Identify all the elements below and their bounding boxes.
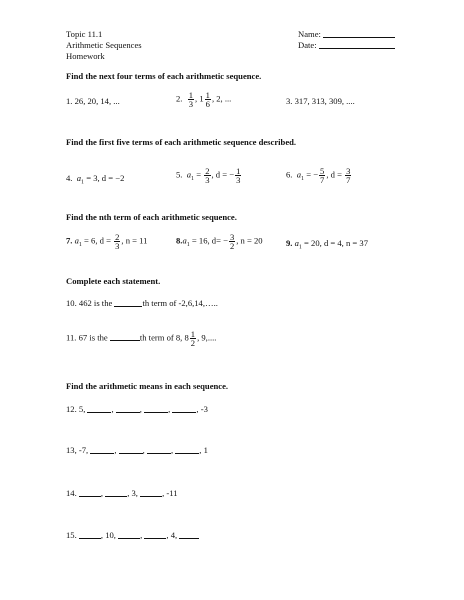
problem-3: 3. 317, 313, 309, ....: [286, 96, 355, 106]
fraction: $\frac{1}{3}$: [188, 90, 194, 109]
answer-blank: [79, 530, 101, 539]
date-field: [298, 40, 395, 50]
answer-blank: [144, 530, 166, 539]
problem-6: 6. $a_1$ = − $\frac{5}{7}$ , d = $\frac{3}{7}$: [286, 166, 351, 185]
name-blank: [323, 29, 395, 38]
date-label: Date:: [298, 40, 317, 50]
problem-2: 2. $\frac{1}{3}$ , 1 $\frac{1}{6}$ , 2, ...: [176, 90, 232, 109]
fraction: $\frac{2}{3}$: [205, 166, 210, 185]
section-heading-arithmetic-means: Find the arithmetic means in each sequence.: [66, 381, 229, 391]
fraction: $\frac{5}{7}$: [320, 166, 325, 185]
fraction: $\frac{3}{7}$: [346, 166, 351, 185]
answer-blank: [110, 332, 140, 341]
fraction: $\frac{1}{2}$: [190, 329, 196, 348]
answer-blank: [114, 298, 142, 307]
answer-blank: [116, 404, 140, 413]
problem-4: 4. $a_1 = 3$, d = −2: [66, 173, 125, 186]
problem-8: $8.a_1 = 16$, d= − $\frac{3}{2}$ , n = 20: [176, 232, 263, 251]
section-heading-next-terms: Find the next four terms of each arithmetic sequence.: [66, 71, 262, 81]
answer-blank: [87, 404, 111, 413]
problem-10: 10. 462 is the th term of -2,6,14,…..: [66, 298, 218, 308]
problem-13: 13, -7, , , , , 1: [66, 445, 208, 455]
fraction: $\frac{2}{3}$: [115, 232, 120, 251]
section-heading-nth-term: Find the nth term of each arithmetic sequence.: [66, 212, 237, 222]
problem-14: 14. , , 3, , -11: [66, 488, 178, 498]
answer-blank: [144, 404, 168, 413]
problem-12: 12. 5, , , , , -3: [66, 404, 208, 414]
answer-blank: [175, 445, 199, 454]
problem-11: 11. 67 is the th term of 8, 8 $\frac{1}{2}$ , 9,....: [66, 329, 217, 348]
answer-blank: [140, 488, 162, 497]
subject-label: Arithmetic Sequences: [66, 40, 142, 50]
fraction: $\frac{1}{3}$: [236, 166, 241, 185]
fraction: $\frac{3}{2}$: [229, 232, 235, 251]
answer-blank: [118, 530, 140, 539]
answer-blank: [147, 445, 171, 454]
homework-label: Homework: [66, 51, 105, 61]
problem-9: 9. $a_1 = 20$, d = 4, n = 37: [286, 238, 369, 251]
fraction: $\frac{1}{6}$: [205, 90, 210, 109]
name-label: Name:: [298, 29, 321, 39]
answer-blank: [179, 530, 199, 539]
answer-blank: [79, 488, 101, 497]
problem-5: 5. $a_1$ = $\frac{2}{3}$ , d = − $\frac{1}{3}$: [176, 166, 241, 185]
section-heading-first-five: Find the first five terms of each arithmetic sequence described.: [66, 137, 297, 147]
section-heading-complete: Complete each statement.: [66, 276, 161, 286]
answer-blank: [90, 445, 114, 454]
answer-blank: [119, 445, 143, 454]
topic-label: Topic 11.1: [66, 29, 103, 39]
answer-blank: [172, 404, 196, 413]
date-blank: [319, 40, 395, 49]
problem-15: 15. , 10, , , 4,: [66, 530, 199, 540]
problem-7: 7. $a_1 = 6$, d = $\frac{2}{3}$ , n = 11: [66, 232, 148, 251]
answer-blank: [105, 488, 127, 497]
problem-1: 1. 26, 20, 14, ...: [66, 96, 120, 106]
name-field: [298, 29, 395, 39]
